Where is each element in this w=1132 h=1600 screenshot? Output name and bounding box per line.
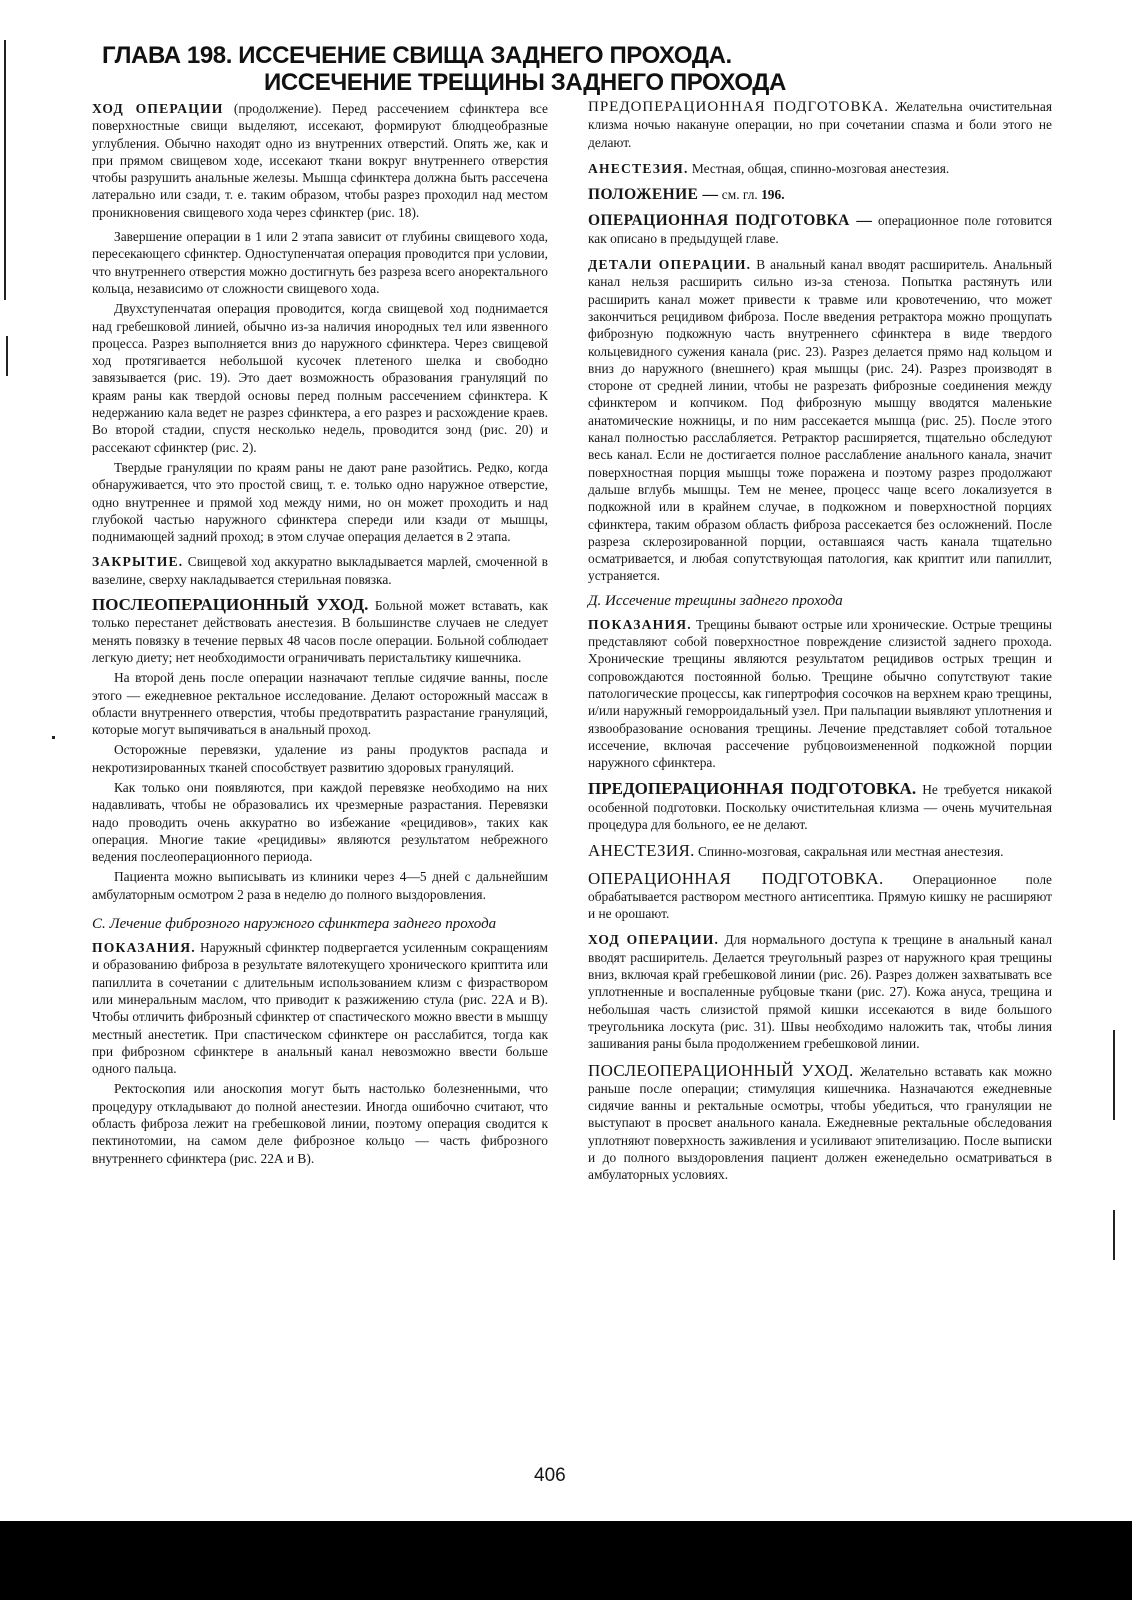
section-label: ПОКАЗАНИЯ. (588, 616, 692, 632)
operation-course-section (92, 100, 548, 221)
section-label: ДЕТАЛИ ОПЕРАЦИИ. (588, 257, 752, 273)
chapter-reference: 196. (761, 187, 785, 203)
paragraph: Как только они появляются, при каждой перевязке необходимо на них надавливать, чтобы не образовались их чрезмерные разрастания. Перевязки надо проводить очень аккуратно во избежание «рецидивов», таких как операция. Многие такие «рецидивы» являются результатом небрежного ведения послеоперационного периода. (92, 779, 548, 865)
section-text: Желательна очистительная клизма ночью накануне операции, но при сочетании спазма и боли этого не делают. (588, 99, 1053, 150)
section-label: ПРЕДОПЕРАЦИОННАЯ ПОДГОТОВКА. (588, 779, 917, 799)
scan-bottom-bar (0, 1521, 1132, 1600)
subsection-heading-c: С. Лечение фиброзного наружного сфинктера заднего прохода (92, 916, 497, 933)
paragraph: Двухступенчатая операция проводится, когда свищевой ход поднимается над гребешковой линией, обычно из-за наличия инородных тел или язвенного процесса. Разрез выполняется вниз до наружного сфинктера. Через свищевой ход протягивается небольшой кусочек плетеного шелка и свободно завязывается (рис. 19). Это дает возможность образования грануляций по краям раны как твердой основы перед полным рассечением сфинктера. К недержанию кала ведет не разрез сфинктера, а его разрез и расхождение краев. Во второй стадии, спустя несколько недель, проводится зонд (рис. 20) и рассекают сфинктер (рис. 2). (92, 301, 548, 455)
section-label: ЗАКРЫТИЕ. (92, 554, 184, 570)
section-label: ПОСЛЕОПЕРАЦИОННЫЙ УХОД. (92, 595, 369, 615)
section-label: ПОКАЗАНИЯ. (92, 940, 196, 956)
section-text: см. гл. (718, 187, 762, 203)
scan-edge-mark (1113, 1030, 1115, 1120)
paragraph: Ректоскопия или аноскопия могут быть настолько болезненными, что процедуру откладывают до полной анестезии. Иногда ошибочно считают, что область фиброза лежит на гребешковой линии, поэтому операция сводится к пектинотомии, на самом деле фиброзное кольцо — часть фиброзного внутреннего сфинктера (рис. 22А и В). (92, 1081, 548, 1166)
chapter-heading (0, 42, 1132, 96)
section-text: Свищевой ход аккуратно выкладывается марлей, смоченной в вазелине, сверху накладывается стерильная повязка. (92, 554, 548, 587)
section-text: Не требуется никакой особенной подготовки. Поскольку очистительная клизма — очень мучительная процедура для больного, ее не делают. (588, 782, 1052, 832)
section-text: Желательно вставать как можно раньше после операции; стимуляция кишечника. Назначаются ежедневные сидячие ванны и ректальные осмотры, чтобы убедиться, что грануляции не выступают в просвет анального канала. Ежедневные ректальные обследования уплотняют поверхность заживления и усиливают эпителизацию. После выписки и до полного выздоровления пациент должен еженедельно осматриваться в амбулаторных условиях. (588, 1063, 1052, 1183)
scan-edge-mark (1113, 1210, 1115, 1260)
section-text: Трещины бывают острые или хронические. Острые трещины представляют собой поверхностное повреждение слизистой заднего прохода. Хронические трещины являются результатом рецидивов острых трещин и сопровождаются постоянной болью. Трещине обычно сопутствуют такие патологические процессы, как гипертрофия сосочков на верхнем краю трещины, и/или наружный геморроидальный узел. При пальпации выявляют уплотнения и язвообразование основания трещины. Лечение представляет собой тотальное иссечение, включая рассечение рубцовоизмененной подкожной порции наружного сфинктера. (588, 616, 1052, 771)
section-label: ПОЛОЖЕНИЕ — (588, 186, 719, 204)
operative-prep-section (588, 212, 1052, 247)
preop-section-2 (588, 780, 1052, 833)
scan-edge-mark (4, 40, 6, 300)
anesthesia-section (588, 160, 1052, 177)
page-number: 406 (534, 1465, 566, 1486)
operative-prep-section-2 (588, 870, 1052, 923)
section-label: АНЕСТЕЗИЯ. (588, 841, 695, 861)
section-text: (продолжение). Перед рассечением сфинктера все поверхностные свищи выделяют, иссекают, формируют блюдцеобразные углубления. Обычно находят одно из внутренних отверстий. Опять же, как и при прямом свищевом ходе, иссекают ткани вокруг внутреннего отверстия чтобы разрушить анальные железы. Мышца сфинктера должна быть рассечена латерально или сзади, т. е. таким образом, чтобы разрез проходил над местом проникновения свищевого хода через сфинктер (рис. 18). (92, 101, 548, 220)
section-label: ПРЕДОПЕРАЦИОННАЯ ПОДГОТОВКА. (588, 99, 890, 115)
section-text: операционное поле готовится как описано в предыдущей главе. (588, 213, 1052, 246)
indications-section (92, 939, 548, 1077)
section-label: ОПЕРАЦИОННАЯ ПОДГОТОВКА — (588, 212, 873, 230)
postop-care-section-2 (588, 1062, 1052, 1184)
scan-edge-mark (6, 336, 8, 376)
section-label: АНЕСТЕЗИЯ. (588, 160, 689, 176)
operation-details-section (588, 256, 1052, 585)
paragraph: Осторожные перевязки, удаление из раны продуктов распада и некротизированных тканей способствует развитию здоровых грануляций. (92, 742, 548, 775)
right-column (588, 98, 1052, 1184)
section-text: В анальный канал вводят расширитель. Анальный канал нельзя расширить сильно из-за стеноза. Попытка растянуть или расширить канал может привести к травме или кровотечению, что может закончиться рецидивом фиброза. После введения ретрактора можно прощупать фиброзную подкожную часть внутреннего сфинктера в виде твердого кольцевидного сужения канала (рис. 23). Разрез делается прямо над кольцом и вниз до наружного (внешнего) края мышцы (рис. 24). Разрез производят в стороне от средней линии, чтобы не разрезать фиброзные соединения между сфинктером и копчиком. Под фиброзную мышцу вводятся маленькие анатомические ножницы, и по ним рассекается мышца (рис. 25). После этого канал полностью расслабляется. Ретрактор расширяется, тщательно обследуют весь канал. Если не достигается полное расслабление анального канала, значит поверхностная порция мышцы тоже поражена и поэтому разрез продолжают дальше вглубь мышцы. Тем не менее, процесс чаще всего локализуется в подкожной или в крайнем случае, в подкожном и поверхностной порциях сфинктера, таким образом область фиброза рассекается без осложнений. После разреза склерозированной порции, оставшаяся часть канала тщательно осматривается, и любая сопутствующая патология, как криптит или папиллит, устраняется. (588, 257, 1052, 584)
position-section (588, 186, 1052, 203)
section-text: Наружный сфинктер подвергается усиленным сокращениям и образованию фиброза в результате вялотекущего хронического криптита или папиллита в сочетании с длительным использованием клизм с физраствором или минеральным маслом, что приводит к разжижению стула (рис. 22А и В). Чтобы отличить фиброзный сфинктер от спастического можно ввести в мышцу местный анестетик. При спастическом сфинктере он расслабится, тогда как при фиброзном сфинктере в анальный канал невозможно ввести больше одного пальца. (92, 940, 548, 1077)
paragraph: На второй день после операции назначают теплые сидячие ванны, после этого — ежедневное ректальное исследование. Делают осторожный массаж в области внутреннего отверстия, чтобы предотвратить разрастание грануляций, которые могут выпячиваться в анальный проход. (92, 670, 548, 738)
subsection-heading-d: Д. Иссечение трещины заднего прохода (588, 592, 843, 609)
preop-section (588, 98, 1052, 151)
paragraph: Твердые грануляции по краям раны не дают ране разойтись. Редко, когда обнаруживается, что это простой свищ, т. е. только одно наружное отверстие, одно внутреннее и прямой ход между ними, но он может проходить и над глубокой частью наружного сфинктера спереди или кзади от мышцы, поднимающей задний проход; в этом случае операция делается в 2 этапа. (92, 459, 548, 545)
closure-section (92, 553, 548, 588)
anesthesia-section-2 (588, 842, 1052, 860)
section-text: Для нормального доступа к трещине в анальный канал вводят расширитель. Делается треугольный разрез от наружного края трещины вниз, включая край гребешковой линии (рис. 26). Разрез должен захватывать все уплотненные и воспаленные рубцовые ткани (рис. 27). Кожа ануса, трещина и небольшая часть слизистой прямой кишки иссекаются в виде большого треугольника лоскута (рис. 31). Швы необходимо наложить так, чтобы линия зашивания раны была продолжением гребешковой линии. (588, 932, 1053, 1052)
section-label: ХОД ОПЕРАЦИИ (92, 101, 224, 116)
postop-care-section (92, 596, 548, 666)
chapter-title-line-1: ГЛАВА 198. ИССЕЧЕНИЕ СВИЩА ЗАДНЕГО ПРОХОДА. (102, 42, 732, 69)
section-text: Операционное поле обрабатывается раствором местного антисептика. Прямую кишку не расширяют и не орошают. (588, 871, 1052, 922)
indications-section (588, 616, 1052, 772)
section-label: ПОСЛЕОПЕРАЦИОННЫЙ УХОД. (588, 1060, 854, 1080)
paragraph: Завершение операции в 1 или 2 этапа зависит от глубины свищевого хода, пересекающего сфинктер. Одноступенчатая операция проводится при условии, что внутреннего отверстия можно достигнуть без разреза всего аноректального кольца, независимо от сложности свищевого хода. (92, 229, 548, 296)
left-column (92, 100, 548, 1167)
section-label: ОПЕРАЦИОННАЯ ПОДГОТОВКА. (588, 868, 884, 888)
scan-dot-mark (52, 736, 55, 739)
section-text: Больной может вставать, как только перестанет действовать анестезия. В большинстве случаев не следует менять повязку в течение первых 48 часов после операции. Больной соблюдает легкую диету; нет необходимости ограничивать перистальтику кишечника. (92, 598, 549, 665)
section-text: Спинно-мозговая, сакральная или местная анестезия. (694, 844, 1004, 860)
operation-course-section-2 (588, 931, 1052, 1052)
section-text: Местная, общая, спинно-мозговая анестезия. (688, 160, 950, 176)
chapter-title-line-2: ИССЕЧЕНИЕ ТРЕЩИНЫ ЗАДНЕГО ПРОХОДА (264, 69, 786, 96)
section-label: ХОД ОПЕРАЦИИ. (588, 932, 720, 948)
paragraph: Пациента можно выписывать из клиники через 4—5 дней с дальнейшим амбулаторным осмотром 2 раза в неделю до полного выздоровления. (92, 869, 548, 902)
